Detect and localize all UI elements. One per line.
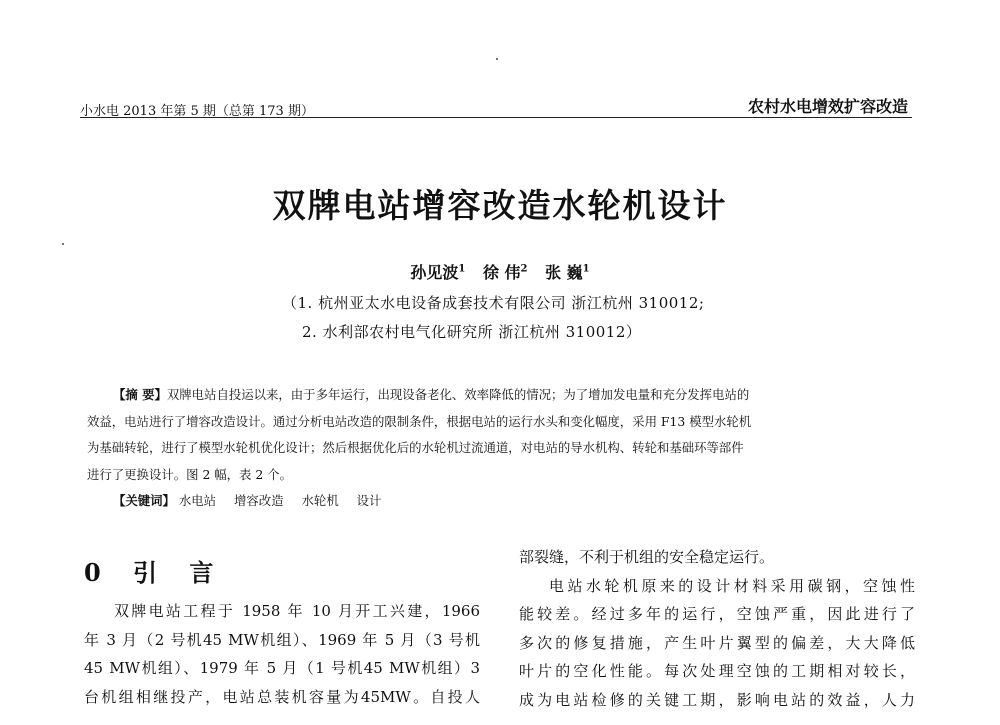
paper-title: 双牌电站增容改造水轮机设计 (272, 186, 728, 225)
body-column-right (519, 543, 915, 714)
abstract-line: 效益，电站进行了增容改造设计。通过分析电站改造的限制条件，根据电站的运行水头和变化幅度，采用 F13 模型水轮机 (87, 413, 752, 429)
abstract-line: 为基础转轮，进行了模型水轮机优化设计；然后根据优化后的水轮机过流通道，对电站的导水机构、转轮和基础环等部件 (87, 440, 744, 455)
abstract-line (87, 382, 913, 409)
scan-speck (62, 243, 64, 245)
header-rule (80, 117, 912, 118)
journal-info: 小水电 2013 年第 5 期（总第 173 期） (80, 104, 314, 119)
scan-speck (496, 58, 498, 60)
body-line: 电站水轮机原来的设计材料采用碳钢，空蚀性 (549, 576, 915, 595)
keywords (113, 491, 395, 509)
keyword: 设计 (356, 493, 382, 508)
body-line: 能较差。经过多年的运行，空蚀严重，因此进行了 (519, 605, 915, 623)
section-heading: 0 引 言 (84, 558, 226, 587)
author-name: 孙见波 (410, 263, 459, 282)
keywords-label: 【关键词】 (113, 493, 175, 508)
body-line: 45 MW机组）、1979 年 5 月（1 号机45 MW机组）3 (84, 659, 480, 677)
abstract-line: 进行了更换设计。图 2 幅，表 2 个。 (87, 466, 292, 482)
affiliation-2: 2. 水利部农村电气化研究所 浙江杭州 310012） (302, 323, 642, 341)
author-affiliation-mark: 2 (520, 263, 528, 275)
author-affiliation-mark: 1 (582, 263, 590, 275)
author-affiliation-mark: 1 (458, 263, 466, 275)
section-title: 农村水电增效扩容改造 (747, 97, 908, 116)
abstract-text: 双牌电站自投运以来，由于多年运行，出现设备老化、效率降低的情况；为了增加发电量和充分发挥电站的 (166, 387, 750, 402)
affiliation-1: （1. 杭州亚太水电设备成套技术有限公司 浙江杭州 310012; (282, 294, 705, 312)
body-line: 年 3 月（2 号机45 MW机组）、1969 年 5 月（3 号机 (84, 630, 480, 649)
body-line: 叶片的空化性能。每次处理空蚀的工期相对较长， (519, 662, 915, 680)
keyword: 增容改造 (234, 493, 284, 508)
author (483, 263, 528, 282)
body-line: 成为电站检修的关键工期，影响电站的效益，人力 (519, 690, 915, 709)
abstract (87, 382, 913, 488)
body-line: 部裂缝，不利于机组的安全稳定运行。 (519, 548, 775, 566)
keyword: 水电站 (178, 493, 217, 508)
author-list (0, 260, 1000, 283)
author-name: 徐 伟 (482, 263, 521, 282)
keyword: 水轮机 (301, 493, 339, 508)
body-line: 台机组相继投产，电站总装机容量为45MW。自投人 (84, 687, 480, 706)
body-line: 多次的修复措施，产生叶片翼型的偏差，大大降低 (519, 633, 915, 652)
author (545, 263, 590, 282)
author (410, 263, 465, 282)
body-column-left (84, 597, 480, 711)
author-name: 张 巍 (545, 263, 583, 282)
abstract-label: 【摘 要】 (113, 387, 167, 402)
body-line: 双牌电站工程于 1958 年 10 月开工兴建，1966 (114, 602, 480, 620)
